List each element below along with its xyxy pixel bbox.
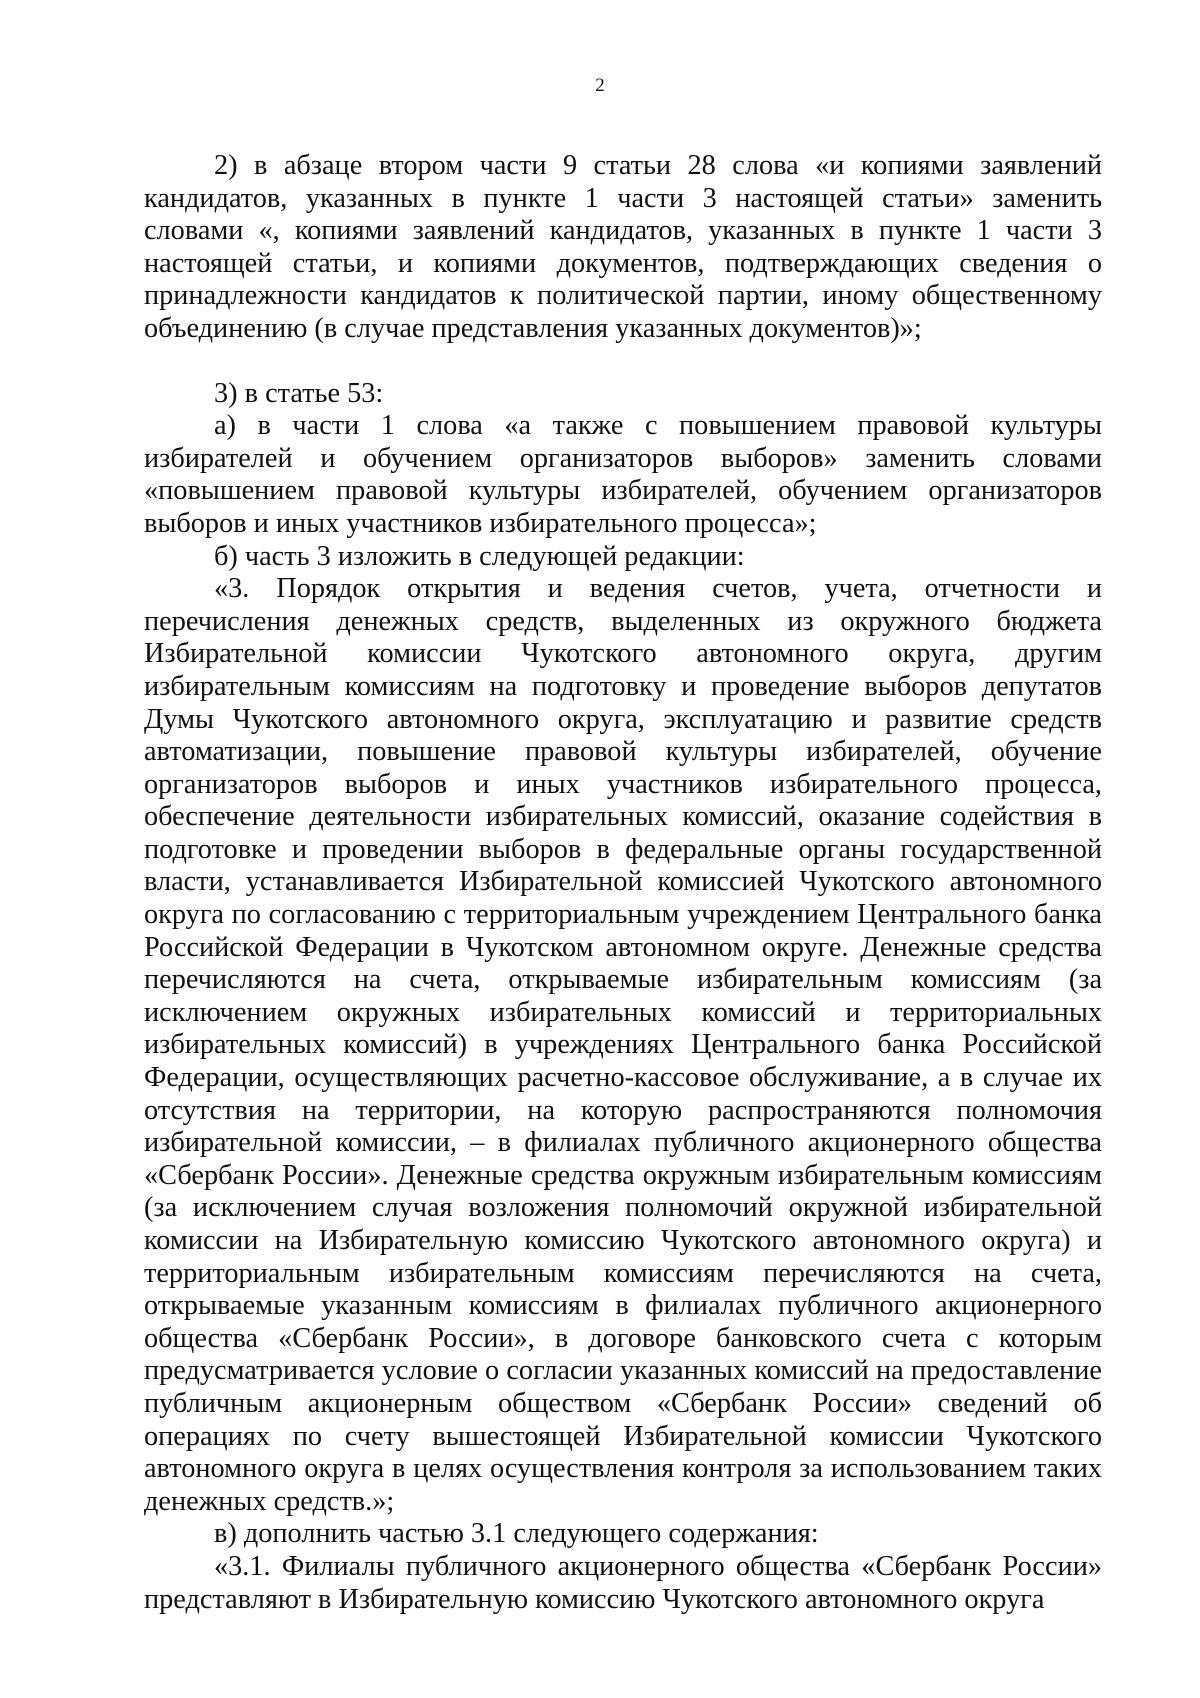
paragraph-subitem-a: а) в части 1 слова «а также с повышением правовой культуры избирателей и обучением организаторов выборов» заменить словами «повышением правовой культуры избирателей, обучением организаторов выборов и иных участников избирательного процесса»;: [144, 410, 1102, 539]
paragraph-part-3-text: «3. Порядок открытия и ведения счетов, учета, отчетности и перечисления денежных средств, выделенных из окружного бюджета Избирательной комиссии Чукотского автономного округа, другим избирательным комиссиям на подготовку и проведение выборов депутатов Думы Чукотского автономного округа, эксплуатацию и развитие средств автоматизации, повышение правовой культуры избирателей, обучение организаторов выборов и иных участников избирательного процесса, обеспечение деятельности избирательных комиссий, оказание содействия в подготовке и проведении выборов в федеральные органы государственной власти, устанавливается Избирательной комиссией Чукотского автономного округа по согласованию с территориальным учреждением Центрального банка Российской Федерации в Чукотском автономном округе. Денежные средства перечисляются на счета, открываемые избирательным комиссиям (за исключением окружных избирательных комиссий и территориальных избирательных комиссий) в учреждениях Центрального банка Российской Федерации, осуществляющих расчетно-кассовое обслуживание, а в случае их отсутствия на территории, на которую распространяются полномочия избирательной комиссии, – в филиалах публичного акционерного общества «Сбербанк России». Денежные средства окружным избирательным комиссиям (за исключением случая возложения полномочий окружной избирательной комиссии на Избирательную комиссию Чукотского автономного округа) и территориальным избирательным комиссиям перечисляются на счета, открываемые указанным комиссиям в филиалах публичного акционерного общества «Сбербанк России», в договоре банковского счета с которым предусматривается условие о согласии указанных комиссий на предоставление публичным акционерным обществом «Сбербанк России» сведений об операциях по счету вышестоящей Избирательной комиссии Чукотского автономного округа в целях осуществления контроля за использованием таких денежных средств.»;: [144, 573, 1102, 1517]
paragraph-part-3-1-text: «3.1. Филиалы публичного акционерного общества «Сбербанк России» представляют в Избирательную комиссию Чукотского автономного округа: [144, 1550, 1102, 1615]
paragraph-gap: [144, 346, 1102, 378]
page-number: 2: [595, 75, 605, 96]
paragraph-subitem-b: б) часть 3 изложить в следующей редакции:: [214, 540, 745, 572]
document-body: [144, 150, 1102, 1616]
paragraph-item-2: 2) в абзаце втором части 9 статьи 28 слова «и копиями заявлений кандидатов, указанных в пункте 1 части 3 настоящей статьи» заменить словами «, копиями заявлений кандидатов, указанных в пункте 1 части 3 настоящей статьи, и копиями документов, подтверждающих сведения о принадлежности кандидатов к политической партии, иному общественному объединению (в случае представления указанных документов)»;: [144, 150, 1102, 344]
paragraph-item-3-heading: 3) в статье 53:: [214, 377, 384, 409]
paragraph-subitem-v: в) дополнить частью 3.1 следующего содержания:: [214, 1518, 819, 1550]
